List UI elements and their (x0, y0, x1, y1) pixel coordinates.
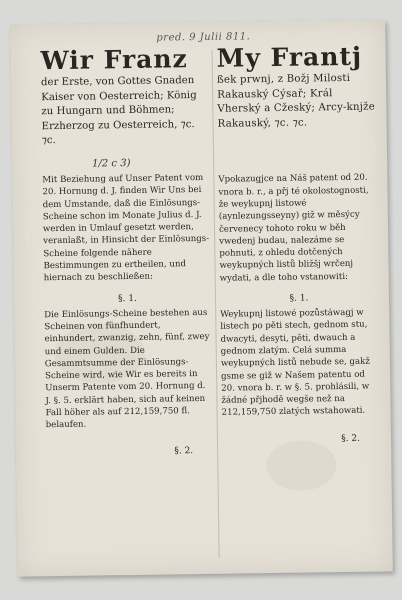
czech-body: Vpokazugjce na Náš patent od 20. vnora b. r., a přj té okolostognosti, že weykupnj listowé (aynlezungsseyny) giž w měsýcy červenecy tohoto roku w běh vwedenj budau, nalezáme se pohnuti, z ohledu dotčených weykupných listů bližšj wrčenj wydati, a dle toho vstanowiti: (218, 173, 369, 284)
german-section-1-text: Die Einlösungs-Scheine bestehen aus Scheinen von fünfhundert, einhundert, zwanzig, zehn, fünf, zwey und einem Gulden. Die Gesammtsumme der Einlösungs-Scheine wird, wie Wir es bereits in Unserm Patente vom 20. Hornung d. J. §. 5. erklärt haben, sich auf keinen Fall höher als auf 212,159,750 fl. belaufen. (44, 307, 210, 431)
german-section-1: §. 1. (118, 293, 137, 304)
german-intro: der Erste, von Gottes Gnaden Kaiser von Oesterreich; König zu Hungarn und Böhmen; Erzherzog zu Oesterreich, ⁊c. ⁊c. (40, 75, 197, 147)
german-title: Wir Franz (40, 44, 188, 76)
czech-column (216, 41, 380, 446)
czech-section-1-text: Weykupnj listowé pozůstáwagj w listech po pěti stech, gednom stu, dwacyti, desyti, pěti, dwauch a gednom zlatým. Celá summa weykupných listů nebude se, gakž gsme se giž w Našem patentu od 20. vnora b. r. w §. 5. prohlásili, w žádné přjhodě wegše než na 212,159,750 zlatých wstahowati. (220, 307, 370, 419)
document-sheet (10, 19, 393, 576)
czech-title: My Frantj (216, 41, 363, 73)
handwritten-note: pred. 9 Julii 811. (156, 31, 251, 44)
german-body: Mit Beziehung auf Unser Patent vom 20. Hornung d. J. finden Wir Uns bei dem Umstande, daß die Einlösungs-Scheine schon im Monate Julius d. J. werden in Umlauf gesetzt werden, veranlaßt, in Hinsicht der Einlösungs-Scheine folgende nähere Bestimmungen zu ertheilen, und hiernach zu beschließen: (42, 172, 210, 284)
paper-stain (266, 440, 337, 491)
german-column (40, 46, 213, 458)
czech-section-2-marker: §. 2. (341, 433, 361, 444)
german-section-2-marker: §. 2. (174, 445, 194, 457)
czech-intro: ßek prwnj, z Božj Milosti Rakauský Cýsař; Král Vherský a Cžeský; Arcy-knjže Rakauský, ⁊c. ⁊c. (216, 72, 375, 130)
czech-section-1: §. 1. (289, 293, 309, 304)
reference-note: 1/2 c 3) (92, 157, 131, 170)
